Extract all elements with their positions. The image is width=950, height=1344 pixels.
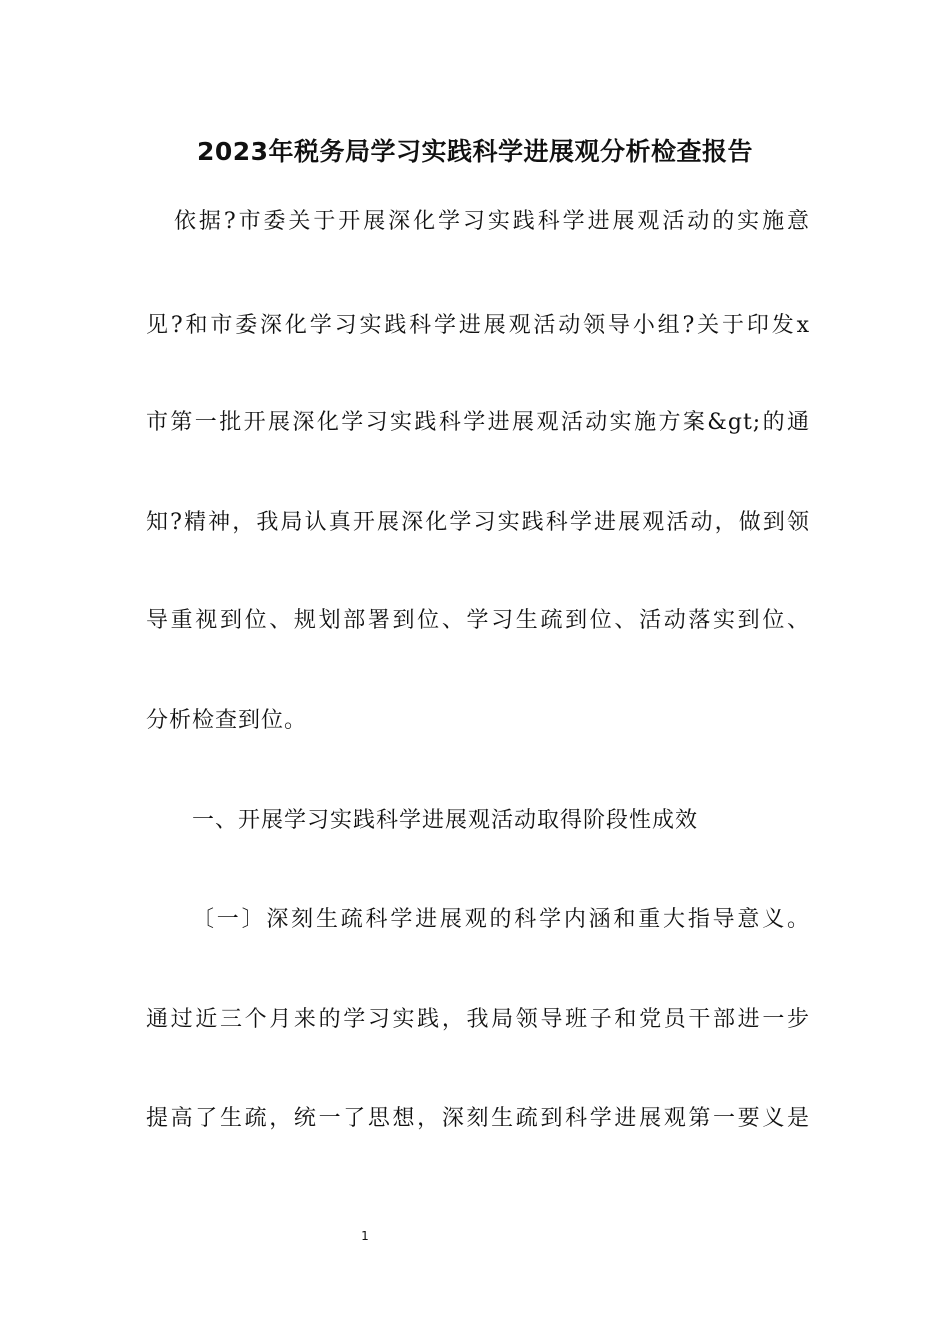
paragraph-line: 依据?市委关于开展深化学习实践科学进展观活动的实施意 (174, 209, 810, 234)
page-title: 2023年税务局学习实践科学进展观分析检查报告 (196, 137, 754, 166)
subsection-heading: 〔一〕深刻生疏科学进展观的科学内涵和重大指导意义。 (192, 907, 810, 932)
paragraph-line: 导重视到位、规划部署到位、学习生疏到位、活动落实到位、 (146, 608, 810, 633)
paragraph-line: 市第一批开展深化学习实践科学进展观活动实施方案&gt;的通 (146, 410, 810, 435)
paragraph-line: 提高了生疏，统一了思想，深刻生疏到科学进展观第一要义是 (146, 1106, 810, 1131)
page-number: 1 (361, 1229, 369, 1243)
paragraph-line: 见?和市委深化学习实践科学进展观活动领导小组?关于印发x (146, 313, 810, 338)
paragraph-line: 知?精神，我局认真开展深化学习实践科学进展观活动，做到领 (146, 510, 810, 535)
paragraph-line: 通过近三个月来的学习实践，我局领导班子和党员干部进一步 (146, 1007, 810, 1032)
section-heading: 一、开展学习实践科学进展观活动取得阶段性成效 (192, 808, 699, 833)
paragraph-line: 分析检查到位。 (146, 708, 308, 733)
